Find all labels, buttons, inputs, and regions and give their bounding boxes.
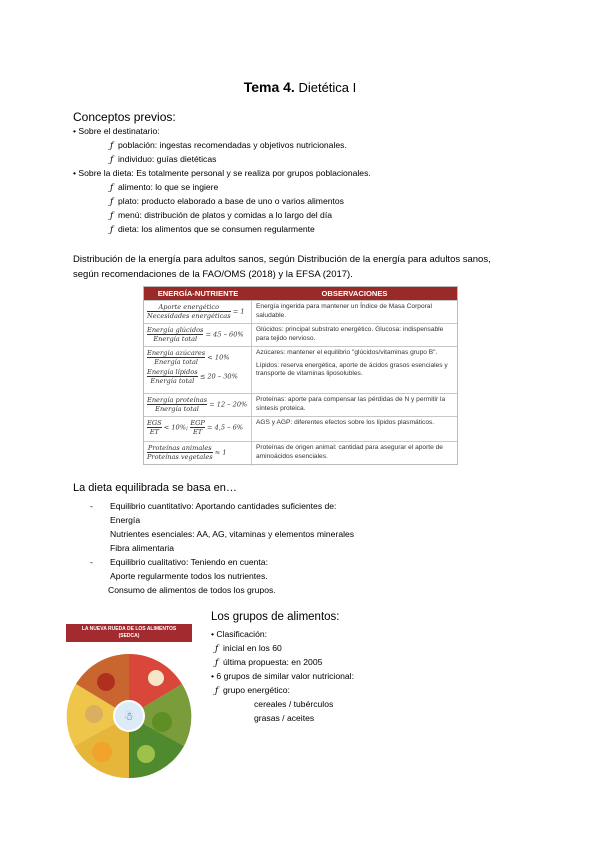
list-item: Energía [110, 515, 141, 525]
distribucion-line-2: según recomendaciones de la FAO/OMS (2018) y la EFSA (2017). [73, 269, 353, 280]
conceptos-heading: Conceptos previos: [73, 110, 176, 124]
food-wheel-image [66, 624, 192, 786]
list-item: Nutrientes esenciales: AA, AG, vitaminas y elementos minerales [110, 529, 355, 539]
list-item: grasas / aceites [254, 713, 315, 723]
bullet-destinatario: • Sobre el destinatario: [73, 126, 160, 136]
distribucion-line-1: Distribución de la energía para adultos sanos, según Distribución de la energía para adultos sanos, [73, 254, 491, 265]
table-row: $\frac{\text{EGS}}{ET}$ < 10%; $\frac{\text{EGP}}{ET}$ = 4,5 – 6% AGS y AGP: diferentes efectos sobre los lípidos plasmáticos. [144, 416, 457, 441]
nutrient-table [143, 286, 458, 465]
list-item: - Equilibrio cualitativo: Teniendo en cuenta: [90, 557, 268, 567]
list-item: Consumo de alimentos de todos los grupos. [108, 585, 276, 595]
list-item: - Equilibrio cuantitativo: Aportando cantidades suficientes de: [90, 501, 337, 511]
wheel-banner: LA NUEVA RUEDA DE LOS ALIMENTOS (SEDCA) [66, 624, 192, 642]
list-item: Fibra alimentaria [110, 543, 174, 553]
list-item: ƒ alimento: lo que se ingiere [110, 182, 219, 193]
table-header [144, 287, 457, 300]
table-row: $\frac{\text{Energía glúcidos}}{\text{Energía total}}$ = 45 – 60% Glúcidos: principal substrato energético. Glucosa: indispensable para tejido nervioso. [144, 323, 457, 346]
list-item: cereales / tubérculos [254, 699, 334, 709]
list-item: ƒ inicial en los 60 [215, 643, 282, 654]
food-wheel-icon [66, 642, 192, 786]
title-name: Dietética I [298, 80, 357, 95]
equilibrada-heading: La dieta equilibrada se basa en… [73, 482, 237, 494]
list-item: Aporte regularmente todos los nutrientes. [110, 571, 268, 581]
table-row: $\frac{\text{Proteínas animales}}{\text{Proteínas vegetales}}$ ≈ 1 Proteínas de origen animal: cantidad para asegurar el aporte de aminoácidos esenciales. [144, 441, 457, 466]
table-row: $\frac{\text{Energía azúcares}}{\text{Energía total}}$ < 10% $\frac{\text{Energía lípidos}}{\text{Energía total}}$ ≤ 20 – 30% Azúcares: mantener el equilibrio "glúcidos/vitaminas grupo B". Lípidos: reserva energética, aporte de ácidos grasos esenciales y transporte de vitaminas liposolubles. [144, 346, 457, 393]
svg-text:☃: ☃ [124, 710, 134, 723]
col-observaciones: OBSERVACIONES [321, 289, 388, 298]
list-item: ƒ plato: producto elaborado a base de uno o varios alimentos [110, 196, 344, 207]
table-row: $\frac{\text{Aporte energético}}{\text{Necesidades energéticas}}$ = 1 Energía ingerida para mantener un Índice de Masa Corporal saludable. [144, 300, 457, 323]
list-item: ƒ última propuesta: en 2005 [215, 657, 323, 668]
page-title [0, 79, 600, 95]
list-item: ƒ grupo energético: [215, 685, 290, 696]
table-row: $\frac{\text{Energía proteínas}}{\text{Energía total}}$ = 12 – 20% Proteínas: aporte para compensar las pérdidas de N y permitir la síntesis proteica. [144, 393, 457, 416]
col-energia: ENERGÍA-NUTRIENTE [157, 289, 239, 298]
list-item: ƒ población: ingestas recomendadas y objetivos nutricionales. [110, 140, 347, 151]
bullet-dieta: • Sobre la dieta: Es totalmente personal y se realiza por grupos poblacionales. [73, 168, 371, 178]
list-item: ƒ individuo: guías dietéticas [110, 154, 217, 165]
title-number: Tema 4. [243, 79, 295, 95]
bullet-6-grupos: • 6 grupos de similar valor nutricional: [211, 671, 354, 681]
list-item: ƒ dieta: los alimentos que se consumen regularmente [110, 224, 315, 235]
bullet-clasificacion: • Clasificación: [211, 629, 268, 639]
grupos-heading: Los grupos de alimentos: [211, 611, 340, 623]
list-item: ƒ menú: distribución de platos y comidas a lo largo del día [110, 210, 333, 221]
